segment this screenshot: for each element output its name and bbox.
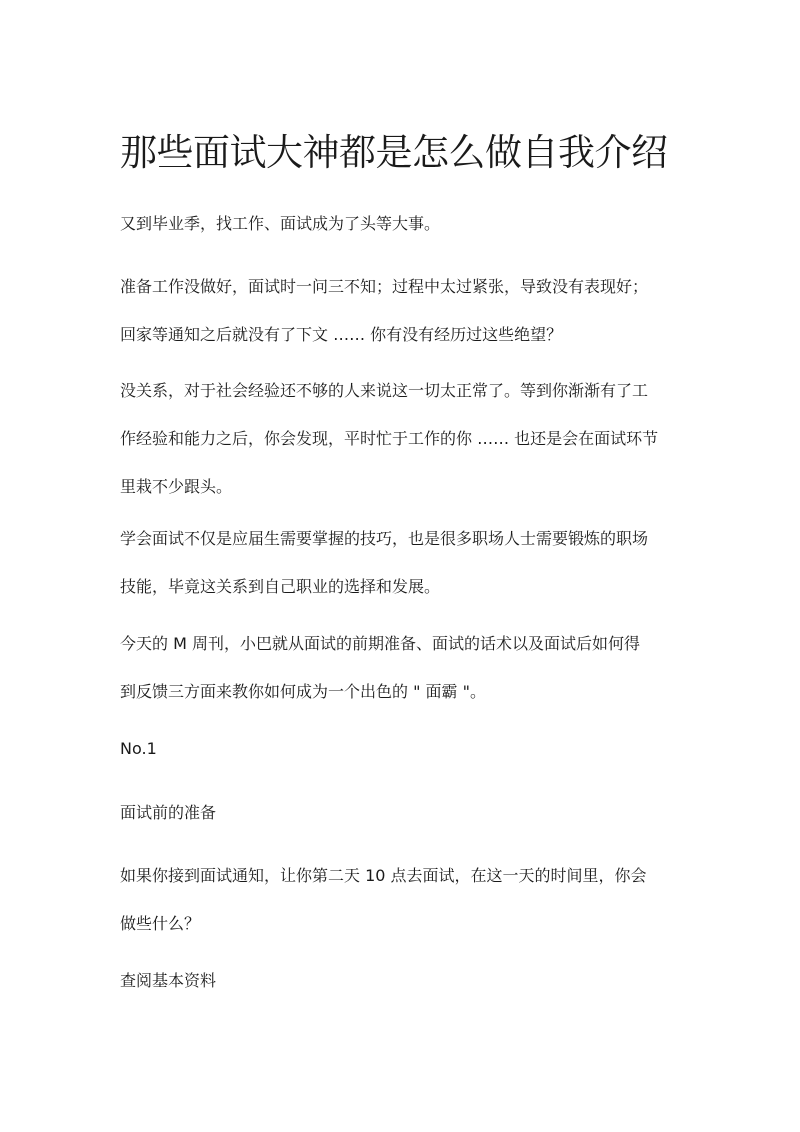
paragraph-line: 到反馈三方面来教你如何成为一个出色的 " 面霸 "。 <box>120 682 486 701</box>
paragraph-line: 里栽不少跟头。 <box>120 477 233 496</box>
paragraph-reassurance <box>120 367 695 511</box>
paragraph-line: 准备工作没做好，面试时一问三不知；过程中太过紧张，导致没有表现好； <box>120 277 649 296</box>
paragraph-line: No.1 <box>120 739 157 758</box>
paragraph-intro <box>120 200 695 248</box>
paragraph-line: 回家等通知之后就没有了下文 …… 你有没有经历过这些绝望？ <box>120 325 563 344</box>
paragraph-line: 作经验和能力之后，你会发现，平时忙于工作的你 …… 也还是会在面试环节 <box>120 429 659 448</box>
paragraph-weekly-intro <box>120 620 695 716</box>
paragraph-line: 如果你接到面试通知，让你第二天 10 点去面试，在这一天的时间里，你会 <box>120 866 647 885</box>
paragraph-line: 又到毕业季，找工作、面试成为了头等大事。 <box>120 214 441 233</box>
paragraph-line: 做些什么？ <box>120 914 201 933</box>
document-title: 那些面试大神都是怎么做自我介绍 <box>120 131 668 174</box>
paragraph-line: 没关系，对于社会经验还不够的人来说这一切太正常了。等到你渐渐有了工 <box>120 381 649 400</box>
subsection-heading <box>120 957 695 1005</box>
paragraph-line: 学会面试不仅是应届生需要掌握的技巧，也是很多职场人士需要锻炼的职场 <box>120 529 649 548</box>
paragraph-interview-notice <box>120 852 695 948</box>
paragraph-preparation-failures <box>120 263 695 359</box>
paragraph-interview-skill <box>120 515 695 611</box>
paragraph-line: 查阅基本资料 <box>120 971 217 990</box>
paragraph-line: 面试前的准备 <box>120 803 217 822</box>
paragraph-line: 今天的 M 周刊，小巴就从面试的前期准备、面试的话术以及面试后如何得 <box>120 634 640 653</box>
section-number <box>120 725 695 773</box>
section-heading <box>120 789 695 837</box>
paragraph-line: 技能，毕竟这关系到自己职业的选择和发展。 <box>120 577 441 596</box>
